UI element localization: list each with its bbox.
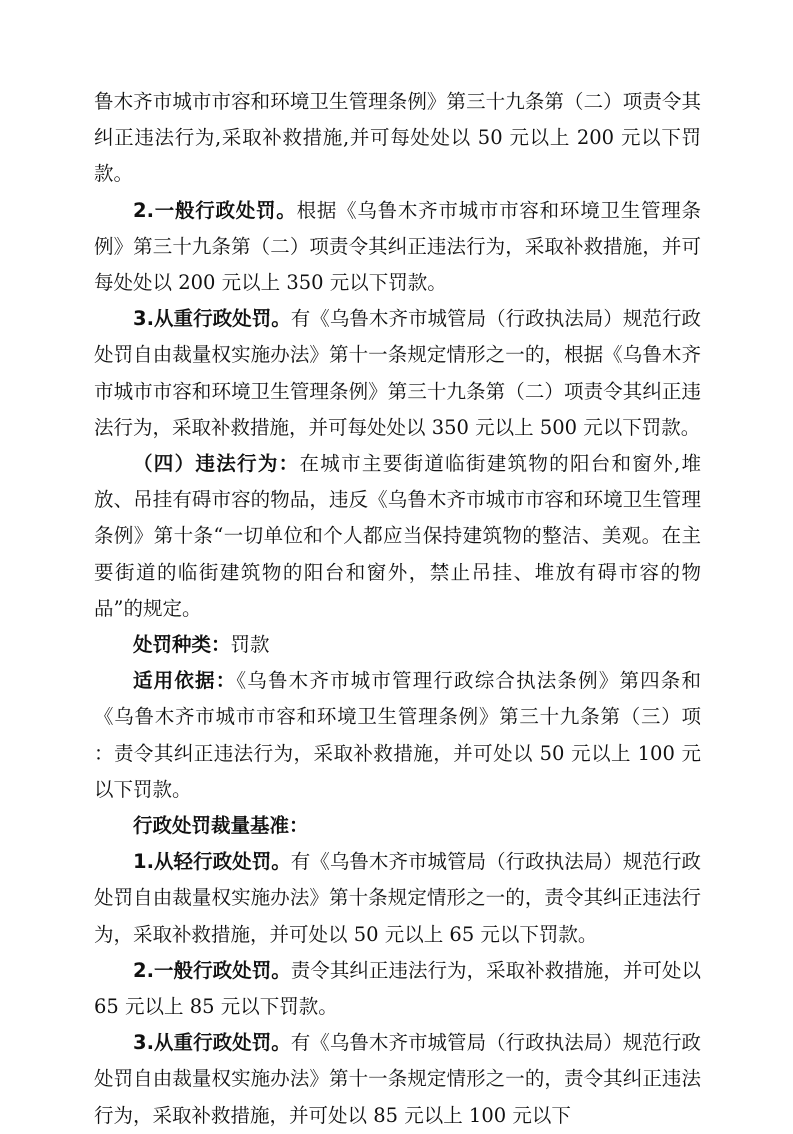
paragraph-8-text: 有《乌鲁木齐市城管局（行政执法局）规范行政处罚自由裁量权实施办法》第十条规定情形之一的，责令其纠正违法行为，采取补救措施，并可处以 50 元以上 65 元以下罚款。 <box>94 850 701 946</box>
paragraph-2-lead: 2.一般行政处罚。 <box>133 198 297 222</box>
paragraph-8-lead: 1.从轻行政处罚。 <box>133 850 291 874</box>
paragraph-3 <box>94 301 701 446</box>
paragraph-8 <box>94 844 701 953</box>
paragraph-3-lead: 3.从重行政处罚。 <box>133 307 291 331</box>
paragraph-2-text: 根据《乌鲁木齐市城市市容和环境卫生管理条例》第三十九条第（二）项责令其纠正违法行为，采取补救措施，并可每处处以 200 元以上 350 元以下罚款。 <box>94 198 701 295</box>
paragraph-6-text: 《乌鲁木齐市城市管理行政综合执法条例》第四条和《乌鲁木齐市城市市容和环境卫生管理条例》第三十九条第（三）项 ：责令其纠正违法行为，采取补救措施，并可处以 50 元以上 100 元以下罚款。 <box>94 669 701 801</box>
document-page <box>94 84 701 1134</box>
paragraph-6-lead: 适用依据： <box>133 669 237 693</box>
paragraph-5-lead: 处罚种类： <box>133 633 231 657</box>
paragraph-2 <box>94 193 701 302</box>
paragraph-9-text: 责令其纠正违法行为，采取补救措施，并可处以 65 元以上 85 元以下罚款。 <box>94 958 701 1019</box>
paragraph-4-text: 在城市主要街道临街建筑物的阳台和窗外,堆放、吊挂有碍市容的物品，违反《乌鲁木齐市城市市容和环境卫生管理条例》第十条“一切单位和个人都应当保持建筑物的整洁、美观。在主要街道的临街建筑物的阳台和窗外，禁止吊挂、堆放有碍市容的物品”的规定。 <box>94 452 701 620</box>
paragraph-5 <box>94 627 701 663</box>
paragraph-7-lead: 行政处罚裁量基准： <box>133 814 309 838</box>
paragraph-10-lead: 3.从重行政处罚。 <box>133 1031 291 1055</box>
paragraph-3-text: 有《乌鲁木齐市城管局（行政执法局）规范行政处罚自由裁量权实施办法》第十一条规定情形之一的，根据《乌鲁木齐市城市市容和环境卫生管理条例》第三十九条第（二）项责令其纠正违法行为，采取补救措施，并可每处处以 350 元以上 500 元以下罚款。 <box>94 307 701 439</box>
paragraph-5-text: 罚款 <box>230 633 270 657</box>
paragraph-10-text: 有《乌鲁木齐市城管局（行政执法局）规范行政处罚自由裁量权实施办法》第十一条规定情形之一的，责令其纠正违法行为，采取补救措施，并可处以 85 元以上 100 元以下 <box>94 1031 701 1127</box>
paragraph-6 <box>94 663 701 808</box>
paragraph-1-text: 鲁木齐市城市市容和环境卫生管理条例》第三十九条第（二）项责令其纠正违法行为,采取补救措施,并可每处处以 50 元以上 200 元以下罚款。 <box>94 90 701 186</box>
paragraph-1 <box>94 84 701 193</box>
paragraph-4-lead: （四）违法行为： <box>133 452 300 476</box>
paragraph-10 <box>94 1025 701 1134</box>
paragraph-9-lead: 2.一般行政处罚。 <box>133 958 291 982</box>
paragraph-9 <box>94 953 701 1025</box>
paragraph-7 <box>94 808 701 844</box>
paragraph-4 <box>94 446 701 627</box>
